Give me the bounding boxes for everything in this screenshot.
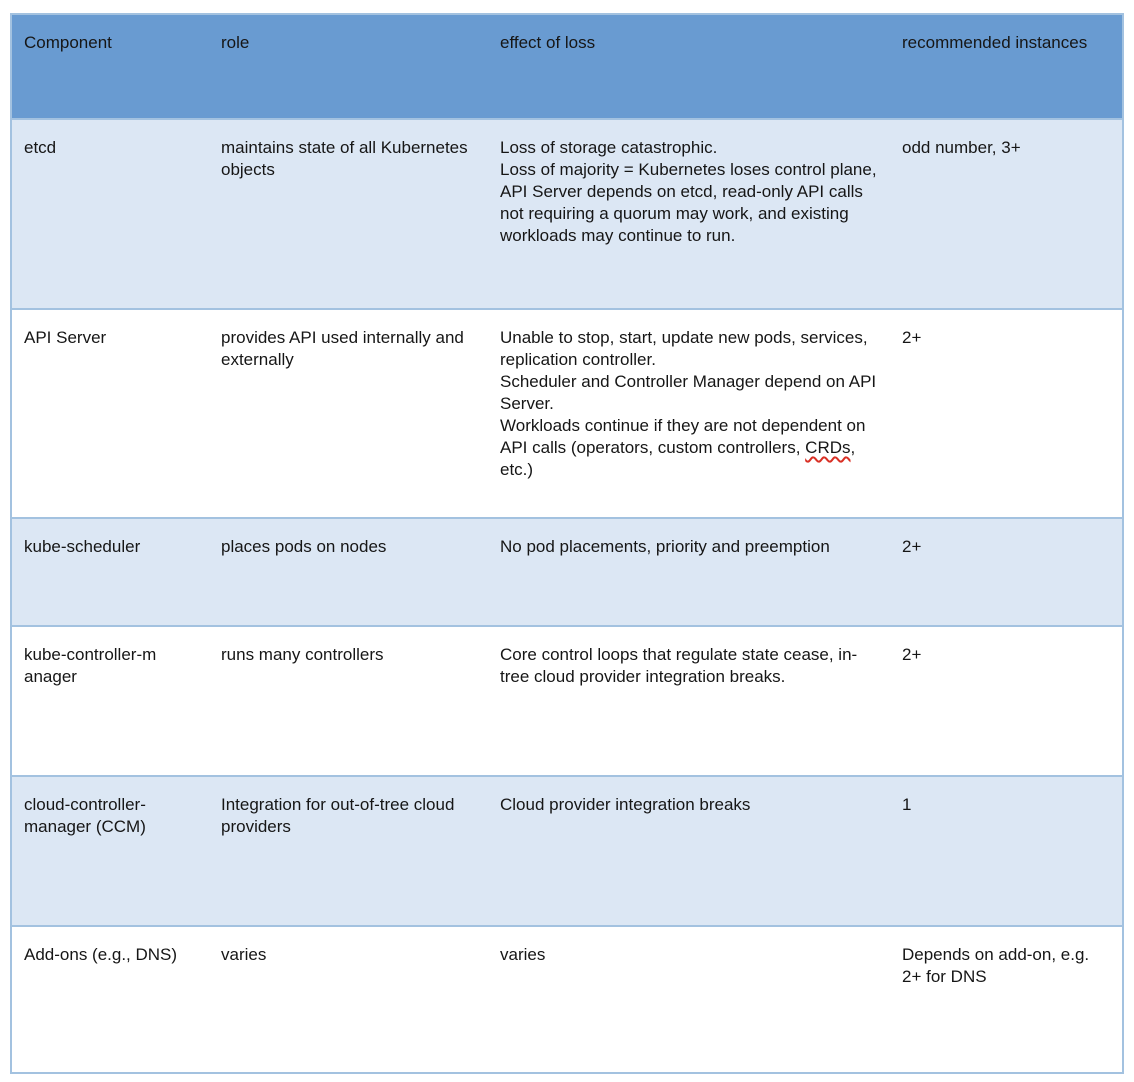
cell-component: cloud-controller-manager (CCM) xyxy=(11,776,209,926)
effect-paragraph: Unable to stop, start, update new pods, services, replication controller. xyxy=(500,328,868,369)
column-header-component: Component xyxy=(11,14,209,119)
column-header-role: role xyxy=(209,14,488,119)
effect-paragraph: varies xyxy=(500,945,546,964)
cell-role: varies xyxy=(209,926,488,1073)
column-header-effect-of-loss: effect of loss xyxy=(488,14,890,119)
components-table xyxy=(10,13,1124,1074)
cell-component: API Server xyxy=(11,309,209,518)
effect-paragraph: Loss of storage catastrophic. xyxy=(500,138,718,157)
cell-effect-of-loss xyxy=(488,119,890,309)
table-header xyxy=(11,14,1123,119)
cell-role: runs many controllers xyxy=(209,626,488,776)
cell-effect-of-loss xyxy=(488,776,890,926)
effect-paragraph: Cloud provider integration breaks xyxy=(500,795,751,814)
cell-effect-of-loss xyxy=(488,926,890,1073)
table-row xyxy=(11,776,1123,926)
cell-recommended-instances: 2+ xyxy=(890,309,1123,518)
cell-role: provides API used internally and externally xyxy=(209,309,488,518)
cell-component: etcd xyxy=(11,119,209,309)
cell-effect-of-loss xyxy=(488,309,890,518)
cell-effect-of-loss xyxy=(488,518,890,626)
table-row xyxy=(11,309,1123,518)
cell-role: Integration for out-of-tree cloud providers xyxy=(209,776,488,926)
cell-role: places pods on nodes xyxy=(209,518,488,626)
table-row xyxy=(11,518,1123,626)
cell-recommended-instances: Depends on add-on, e.g. 2+ for DNS xyxy=(890,926,1123,1073)
cell-component: kube-controller-m anager xyxy=(11,626,209,776)
cell-recommended-instances: odd number, 3+ xyxy=(890,119,1123,309)
cell-component: Add-ons (e.g., DNS) xyxy=(11,926,209,1073)
effect-paragraph: Scheduler and Controller Manager depend on API Server. xyxy=(500,372,877,413)
misspelled-word: CRDs xyxy=(805,438,851,457)
column-header-recommended-instances: recommended instances xyxy=(890,14,1123,119)
cell-recommended-instances: 2+ xyxy=(890,518,1123,626)
table-row xyxy=(11,626,1123,776)
effect-paragraph: Core control loops that regulate state cease, in-tree cloud provider integration breaks. xyxy=(500,645,858,686)
cell-recommended-instances: 2+ xyxy=(890,626,1123,776)
table-row xyxy=(11,926,1123,1073)
table-body xyxy=(11,119,1123,1073)
effect-paragraph: Loss of majority = Kubernetes loses control plane, API Server depends on etcd, read-only API calls not requiring a quorum may work, and existing workloads may continue to run. xyxy=(500,160,877,245)
cell-role: maintains state of all Kubernetes objects xyxy=(209,119,488,309)
effect-paragraph: Workloads continue if they are not dependent on API calls (operators, custom controllers, CRDs, etc.) xyxy=(500,416,866,479)
effect-paragraph: No pod placements, priority and preemption xyxy=(500,537,830,556)
table-row xyxy=(11,119,1123,309)
cell-effect-of-loss xyxy=(488,626,890,776)
header-row xyxy=(11,14,1123,119)
cell-recommended-instances: 1 xyxy=(890,776,1123,926)
cell-component: kube-scheduler xyxy=(11,518,209,626)
